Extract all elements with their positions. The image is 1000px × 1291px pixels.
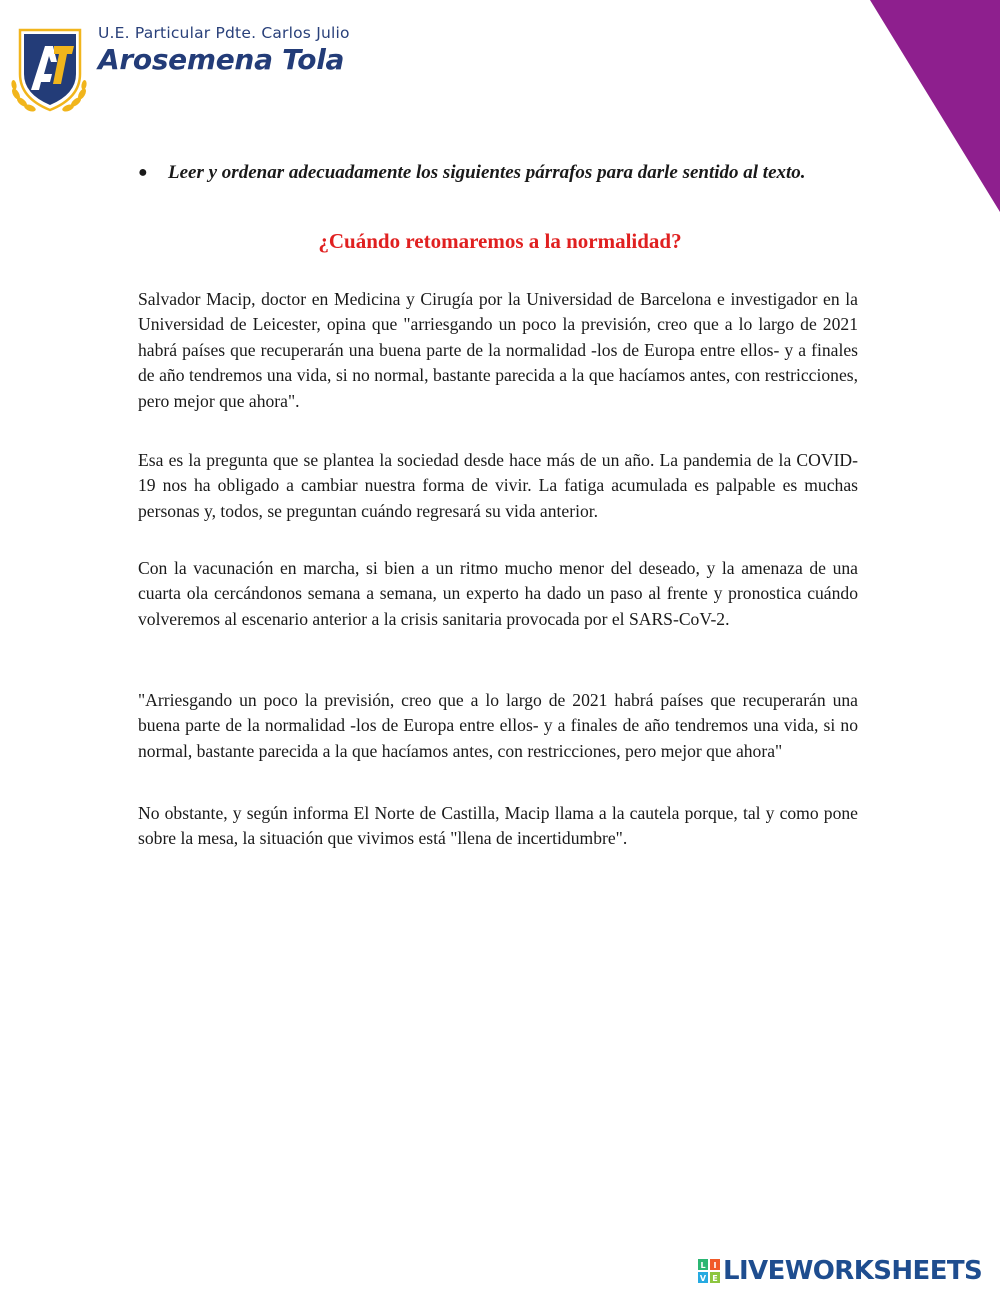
liveworksheets-logo: [698, 1256, 998, 1286]
paragraph-2: Esa es la pregunta que se plantea la sociedad desde hace más de un año. La pandemia de la COVID-19 nos ha obligado a cambiar nuestra forma de vivir. La fatiga acumulada es palpable es muchas personas y, todos, se preguntan cuándo regresará su vida anterior.: [138, 450, 858, 521]
school-name: Arosemena Tola: [98, 43, 345, 76]
page-title: ¿Cuándo retomaremos a la normalidad?: [318, 229, 682, 253]
paragraph-4: "Arriesgando un poco la previsión, creo que a lo largo de 2021 habrá países que recuperarán una buena parte de la normalidad -los de Europa entre ellos- y a finales de año tendremos una vida, si no normal, bastante parecida a la que hacíamos antes, con restricciones, pero mejor que ahora": [138, 690, 858, 761]
block-letter: V: [699, 1274, 707, 1283]
school-subtitle: U.E. Particular Pdte. Carlos Julio: [98, 24, 350, 42]
bullet-icon: ●: [138, 164, 148, 181]
paragraph-5: No obstante, y según informa El Norte de Castilla, Macip llama a la cautela porque, tal y como pone sobre la mesa, la situación que vivimos está "llena de incertidumbre".: [138, 803, 858, 849]
corner-decoration: [870, 0, 1000, 212]
block-letter: L: [700, 1261, 706, 1270]
block-letter: I: [713, 1261, 717, 1270]
brand-wordmark: LIVEWORKSHEETS: [723, 1256, 983, 1286]
liveworksheets-blocks-icon: [698, 1259, 720, 1283]
paragraph-1: Salvador Macip, doctor en Medicina y Cirugía por la Universidad de Barcelona e investigador en la Universidad de Leicester, opina que "arriesgando un poco la previsión, creo que a lo largo de 2021 habrá países que recuperarán una buena parte de la normalidad -los de Europa entre ellos- y a finales de año tendremos una vida, si no normal, bastante parecida a la que hacíamos antes, con restricciones, pero mejor que ahora".: [138, 289, 858, 411]
instruction: [138, 158, 856, 187]
school-logo: [10, 12, 350, 117]
instruction-text: Leer y ordenar adecuadamente los siguientes párrafos para darle sentido al texto.: [168, 162, 806, 183]
block-letter: E: [712, 1274, 718, 1283]
shield-logo-icon: [10, 12, 90, 117]
paragraph-3: Con la vacunación en marcha, si bien a un ritmo mucho menor del deseado, y la amenaza de una cuarta ola cercándonos semana a semana, un experto ha dado un paso al frente y pronostica cuándo volveremos al escenario anterior a la crisis sanitaria provocada por el SARS-CoV-2.: [138, 558, 858, 629]
